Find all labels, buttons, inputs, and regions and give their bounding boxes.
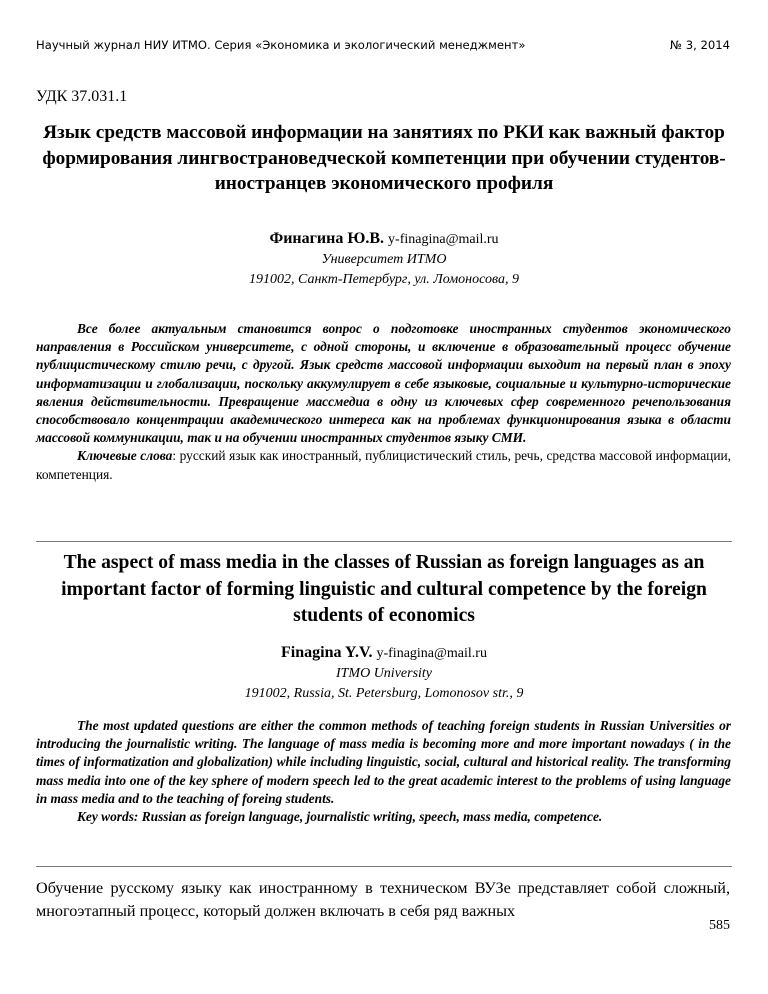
english-keywords: Key words: Russian as foreign language, journalistic writing, speech, mass media, competence. — [77, 809, 603, 825]
english-author-line — [0, 644, 768, 662]
russian-abstract-text: Все более актуальным становится вопрос о подготовке иностранных студентов экономического направления в Российском университете, с одной стороны, и включение в образовательный процесс обучение публицистическому стилю речи, с другой. Язык средств массовой информации выходит на первый план в эпоху информатизации и глобализации, поскольку аккумулирует в себе языковые, социальные и культурно-исторические явления действительности. Превращение массмедиа в одну из ключевых сфер современного речепользования способствовало концентрации академического интереса как на проблемах функционирования языка в области массовой коммуникации, так и на обучении иностранных студентов языку СМИ. — [36, 321, 731, 446]
russian-affiliation: Университет ИТМО — [321, 252, 447, 267]
english-title: The aspect of mass media in the classes of Russian as foreign languages as an important factor of forming linguistic and cultural competence by the foreign students of economics — [61, 552, 707, 626]
author-email-en: y-finagina@mail.ru — [376, 646, 487, 661]
udk-code: УДК 37.031.1 — [36, 88, 128, 105]
russian-title: Язык средств массовой информации на занятиях по РКИ как важный фактор формирования лингвострановедческой компетенции при обучении студентов-иностранцев экономического профиля — [42, 122, 726, 194]
body-paragraph: Обучение русскому языку как иностранному в техническом ВУЗе представляет собой сложный, многоэтапный процесс, который должен включать в себя ряд важных — [36, 879, 730, 920]
author-name: Финагина Ю.В. — [269, 230, 385, 247]
russian-address: 191002, Санкт-Петербург, ул. Ломоносова, 9 — [249, 272, 519, 287]
russian-keywords-label: Ключевые слова — [77, 448, 173, 464]
section-divider — [36, 541, 732, 542]
english-address: 191002, Russia, St. Petersburg, Lomonosov str., 9 — [244, 686, 524, 701]
russian-keywords-text: : русский язык как иностранный, публицистический стиль, речь, средства массовой информации, компетенция. — [36, 448, 731, 482]
author-name-en: Finagina Y.V. — [281, 644, 373, 661]
running-header — [36, 38, 730, 52]
english-abstract — [36, 717, 731, 826]
journal-name: Научный журнал НИУ ИТМО. Серия «Экономика и экологический менеджмент» — [36, 38, 526, 52]
section-divider-2 — [36, 866, 732, 867]
russian-keywords — [36, 447, 731, 483]
body-text — [36, 877, 730, 923]
english-affiliation: ITMO University — [335, 666, 433, 681]
english-abstract-text: The most updated questions are either the common methods of teaching foreign students in Russian Universities or introducing the journalistic writing. The language of mass media is becoming more and more important nowadays ( in the times of informatization and globalization) while including linguistic, social, cultural and historical reality. The transforming mass media into one of the key sphere of modern speech led to the great academic interest to the problems of using language in mass media and to the teaching of foreing students. — [36, 718, 731, 806]
russian-author-line — [0, 230, 768, 248]
russian-abstract — [36, 320, 731, 484]
page-number: 585 — [709, 918, 730, 933]
author-email: y-finagina@mail.ru — [388, 232, 499, 247]
issue-number: № 3, 2014 — [670, 38, 730, 52]
